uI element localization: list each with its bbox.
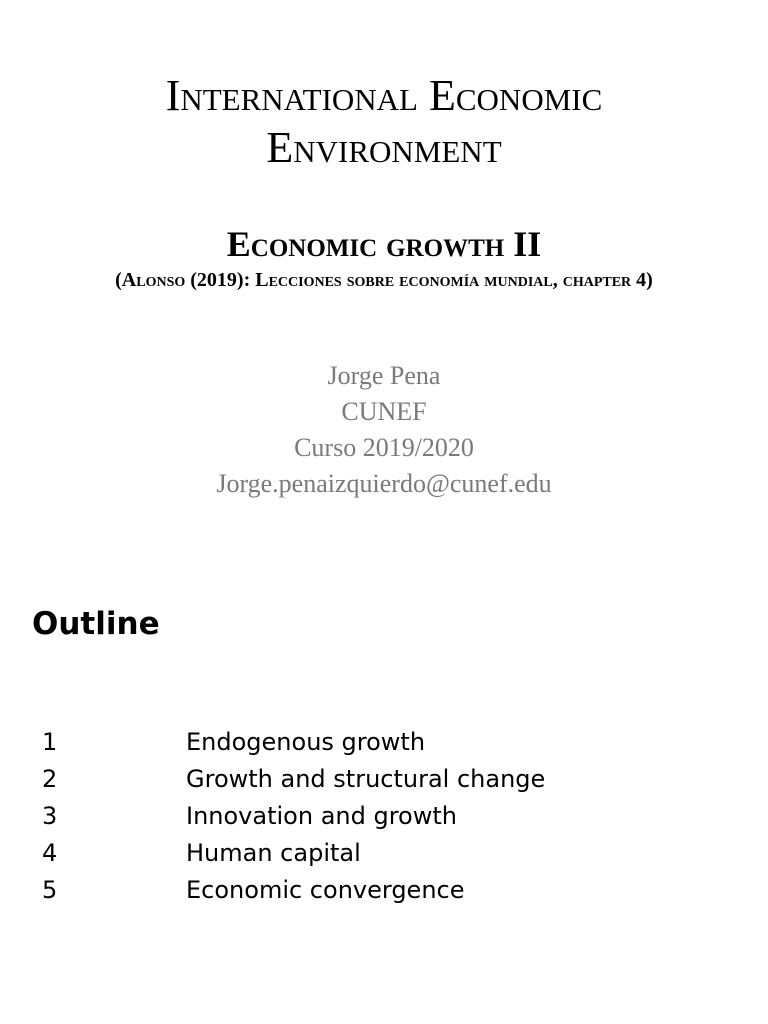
outline-item-number: 4 bbox=[42, 839, 58, 867]
outline-item-number: 5 bbox=[42, 876, 58, 904]
outline-item-label: Human capital bbox=[186, 839, 361, 867]
outline-item-label: Endogenous growth bbox=[186, 728, 426, 756]
author-name: Jorge Pena bbox=[327, 361, 441, 390]
main-title-line-1: International Economic bbox=[165, 71, 603, 120]
reference-citation: (Alonso (2019): Lecciones sobre economía mundial, chapter 4) bbox=[115, 269, 653, 291]
outline-item bbox=[0, 761, 768, 798]
outline-item bbox=[0, 872, 768, 909]
outline-item-label: Economic convergence bbox=[186, 876, 465, 904]
subtitle: Economic growth II bbox=[226, 224, 542, 264]
course-year: Curso 2019/2020 bbox=[294, 433, 474, 462]
author-block bbox=[0, 358, 768, 502]
author-institution: CUNEF bbox=[341, 397, 427, 426]
outline-item bbox=[0, 798, 768, 835]
outline-item-number: 2 bbox=[42, 765, 58, 793]
author-email: Jorge.penaizquierdo@cunef.edu bbox=[216, 469, 552, 498]
outline-item bbox=[0, 724, 768, 761]
outline-item bbox=[0, 835, 768, 872]
main-title bbox=[0, 70, 768, 174]
outline-item-number: 1 bbox=[42, 728, 58, 756]
outline-heading: Outline bbox=[32, 606, 160, 642]
outline-item-label: Innovation and growth bbox=[186, 802, 457, 830]
outline-list bbox=[0, 724, 768, 909]
outline-item-number: 3 bbox=[42, 802, 58, 830]
outline-item-label: Growth and structural change bbox=[186, 765, 546, 793]
main-title-line-2: Environment bbox=[266, 123, 502, 172]
